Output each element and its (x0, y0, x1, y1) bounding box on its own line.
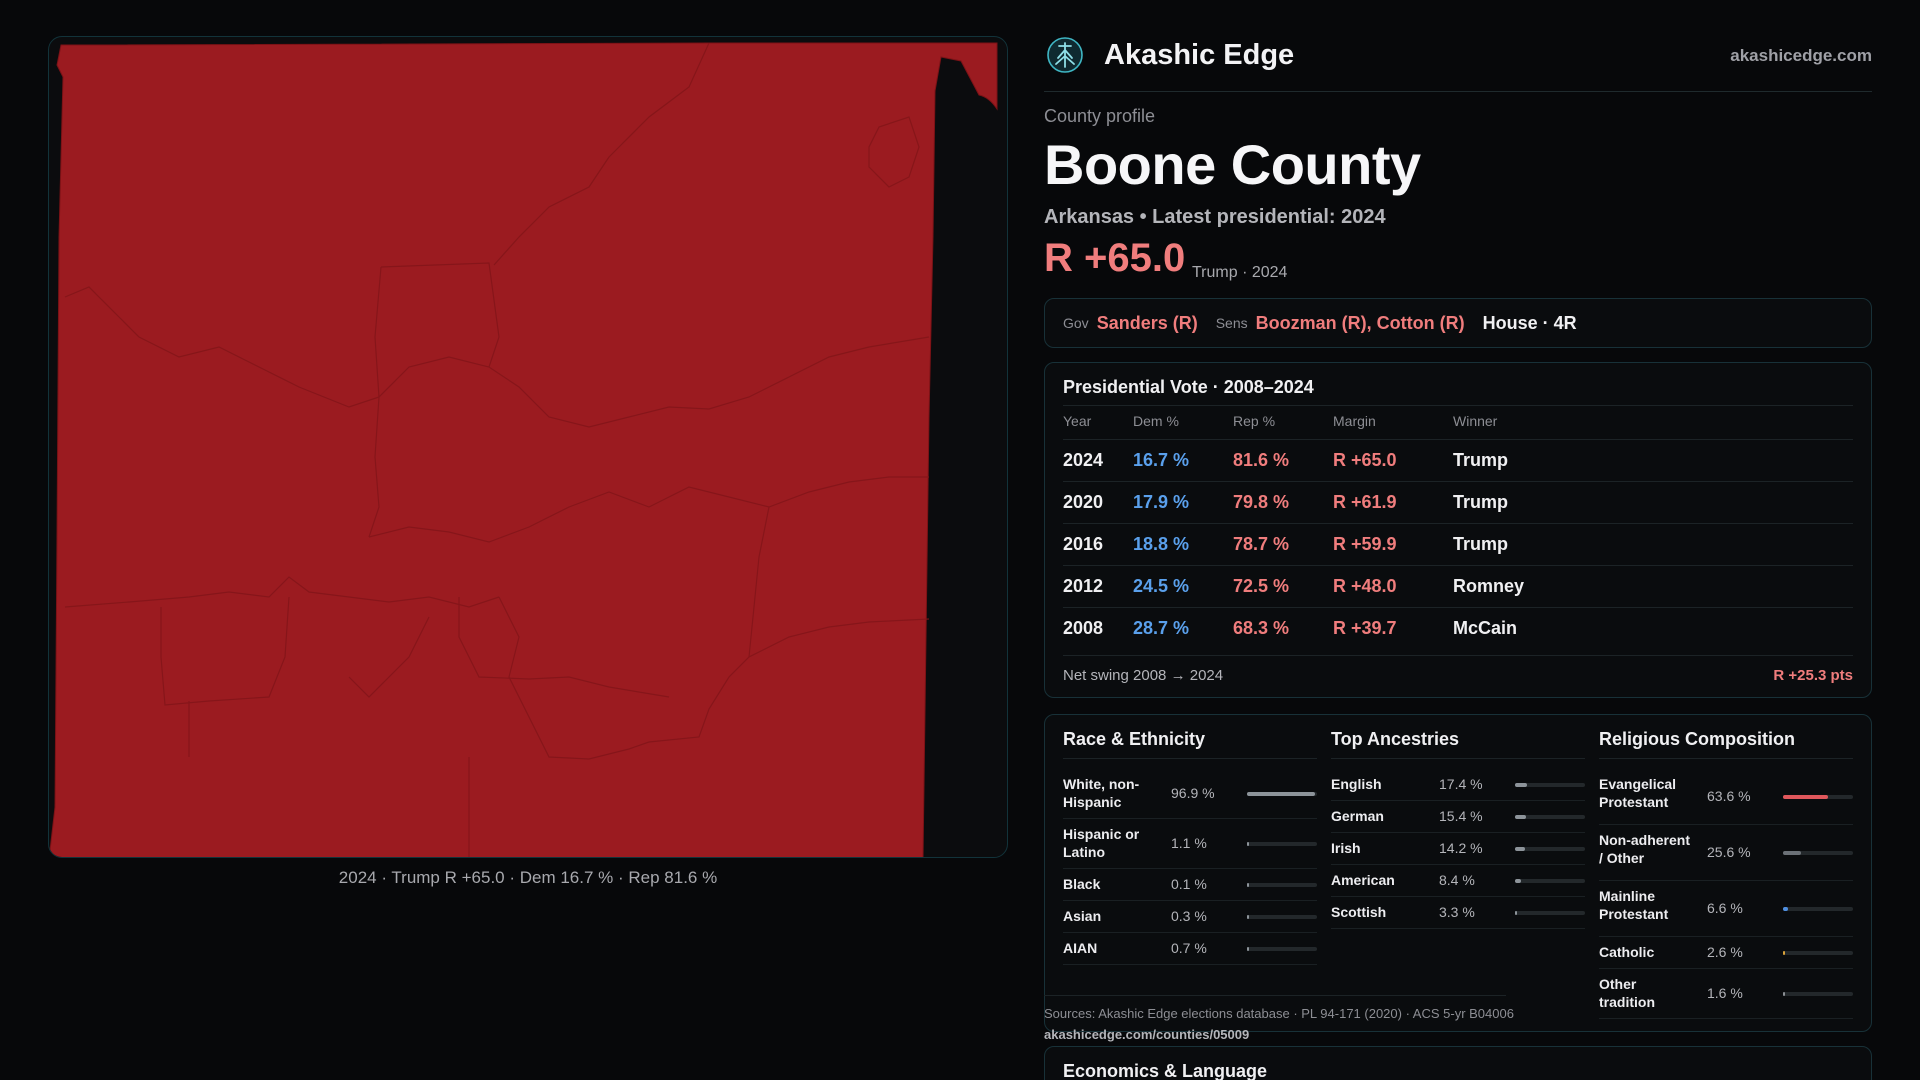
row-year: 2020 (1063, 492, 1104, 512)
demographic-label: Scottish (1331, 904, 1387, 920)
vote-card-title: Presidential Vote · 2008–2024 (1063, 377, 1314, 397)
demographic-percent: 6.6 % (1707, 900, 1743, 916)
demographic-percent: 1.1 % (1171, 835, 1207, 851)
row-winner: Trump (1453, 534, 1509, 554)
row-winner: Trump (1453, 450, 1509, 470)
demographic-label: Hispanic or Latino (1063, 826, 1140, 860)
demographic-bar-track (1247, 915, 1317, 919)
row-rep: 72.5 % (1233, 576, 1290, 596)
divider (1044, 995, 1506, 996)
economics-title: Economics & Language (1063, 1061, 1268, 1080)
demographic-bar-fill (1247, 915, 1249, 919)
demographic-row (1599, 881, 1853, 937)
row-dem: 24.5 % (1133, 576, 1190, 596)
demographic-label: Catholic (1599, 944, 1655, 960)
county-map[interactable] (48, 36, 1008, 858)
demographic-label: Other tradition (1599, 976, 1655, 1010)
table-row (1063, 607, 1853, 649)
net-swing-value: R +25.3 pts (1773, 667, 1853, 684)
demographic-bar-fill (1247, 883, 1249, 887)
demographic-percent: 15.4 % (1439, 808, 1483, 824)
row-dem: 16.7 % (1133, 450, 1190, 470)
row-dem: 18.8 % (1133, 534, 1190, 554)
demographic-percent: 2.6 % (1707, 944, 1743, 960)
demographic-percent: 63.6 % (1707, 788, 1751, 804)
row-year: 2008 (1063, 618, 1104, 638)
row-dem: 17.9 % (1133, 492, 1190, 512)
demographic-bar-track (1783, 951, 1853, 955)
row-margin: R +48.0 (1333, 576, 1397, 596)
demographic-label: Black (1063, 876, 1101, 892)
demographics-card (1044, 714, 1872, 1032)
demographic-percent: 0.3 % (1171, 908, 1207, 924)
demographic-percent: 25.6 % (1707, 844, 1751, 860)
table-row (1063, 523, 1853, 565)
demographic-percent: 8.4 % (1439, 872, 1475, 888)
county-profile-panel (1044, 0, 1872, 1080)
demographic-bar-fill (1247, 792, 1315, 796)
demographic-bar-fill (1515, 815, 1526, 819)
religion-column (1599, 729, 1853, 1019)
demographic-label: AIAN (1063, 940, 1098, 956)
race-title: Race & Ethnicity (1063, 729, 1317, 759)
demographic-bar-fill (1247, 947, 1249, 951)
row-margin: R +39.7 (1333, 618, 1397, 638)
profile-kicker: County profile (1044, 106, 1156, 126)
demographic-percent: 17.4 % (1439, 776, 1483, 792)
demographic-percent: 14.2 % (1439, 840, 1483, 856)
demographic-row (1331, 769, 1585, 801)
demographic-row (1063, 769, 1317, 819)
county-map-svg (49, 37, 1008, 858)
demographic-bar-track (1515, 847, 1585, 851)
page-title: Boone County (1044, 133, 1421, 196)
religion-title: Religious Composition (1599, 729, 1853, 759)
divider (1063, 655, 1853, 656)
demographic-percent: 96.9 % (1171, 785, 1215, 801)
governor-value: Sanders (R) (1096, 312, 1198, 333)
demographic-bar-track (1783, 992, 1853, 996)
tree-emblem-icon (1046, 36, 1084, 74)
row-rep: 78.7 % (1233, 534, 1290, 554)
demographic-row (1331, 801, 1585, 833)
sources-text: Sources: Akashic Edge elections database · PL 94-171 (2020) · ACS 5-yr B04006 (1044, 1006, 1514, 1021)
demographic-bar-fill (1515, 847, 1525, 851)
profile-subtitle: Arkansas • Latest presidential: 2024 (1044, 206, 1386, 228)
row-margin: R +61.9 (1333, 492, 1397, 512)
table-row (1063, 439, 1853, 481)
demographic-percent: 1.6 % (1707, 985, 1743, 1001)
demographic-bar-fill (1783, 951, 1785, 955)
demographic-bar-track (1247, 883, 1317, 887)
demographic-bar-fill (1515, 783, 1527, 787)
demographic-bar-fill (1783, 992, 1785, 996)
table-row (1063, 481, 1853, 523)
demographic-row (1331, 897, 1585, 929)
header-winner: Winner (1453, 413, 1498, 429)
row-dem: 28.7 % (1133, 618, 1190, 638)
demographic-row (1599, 769, 1853, 825)
row-year: 2024 (1063, 450, 1104, 470)
demographic-label: American (1331, 872, 1395, 888)
source-url-link[interactable]: akashicedge.com/counties/05009 (1044, 1027, 1250, 1042)
demographic-row (1331, 833, 1585, 865)
table-row (1063, 565, 1853, 607)
demographic-bar-track (1783, 795, 1853, 799)
row-year: 2012 (1063, 576, 1104, 596)
demographic-label: German (1331, 808, 1384, 824)
demographic-row (1331, 865, 1585, 897)
header-margin: Margin (1333, 413, 1376, 429)
row-rep: 68.3 % (1233, 618, 1290, 638)
senators-value: Boozman (R), Cotton (R) (1255, 312, 1465, 333)
demographic-row (1599, 969, 1853, 1019)
demographic-bar-track (1515, 815, 1585, 819)
latest-margin-note: Trump · 2024 (1192, 264, 1288, 281)
demographic-row (1063, 933, 1317, 965)
demographic-label: Irish (1331, 840, 1361, 856)
divider (1063, 405, 1853, 406)
demographic-row (1063, 819, 1317, 869)
house-delegation: House · 4R (1482, 312, 1577, 333)
demographic-bar-fill (1515, 879, 1521, 883)
brand-name[interactable]: Akashic Edge (1104, 39, 1295, 71)
demographic-bar-fill (1783, 795, 1828, 799)
demographic-label: English (1331, 776, 1382, 792)
ancestry-column (1331, 729, 1585, 929)
demographic-row (1063, 869, 1317, 901)
race-ethnicity-column (1063, 729, 1317, 965)
demographic-row (1063, 901, 1317, 933)
row-rep: 79.8 % (1233, 492, 1290, 512)
row-year: 2016 (1063, 534, 1104, 554)
brand-header (1044, 36, 1872, 92)
header-dem: Dem % (1133, 413, 1179, 429)
governor-label: Gov (1063, 315, 1089, 331)
latest-margin: R +65.0 (1044, 236, 1186, 280)
ancestry-title: Top Ancestries (1331, 729, 1585, 759)
demographic-bar-track (1247, 947, 1317, 951)
demographic-bar-track (1515, 783, 1585, 787)
officials-bar (1044, 298, 1872, 348)
demographic-label: Mainline Protestant (1599, 888, 1669, 922)
brand-domain-link[interactable]: akashicedge.com (1730, 46, 1872, 65)
demographic-label: Evangelical Protestant (1599, 776, 1677, 810)
demographic-bar-track (1515, 879, 1585, 883)
demographic-bar-track (1515, 911, 1585, 915)
row-winner: Trump (1453, 492, 1509, 512)
row-margin: R +59.9 (1333, 534, 1397, 554)
demographic-bar-track (1247, 842, 1317, 846)
demographic-bar-fill (1783, 907, 1788, 911)
demographic-label: White, non-Hispanic (1063, 776, 1140, 810)
demographic-bar-fill (1515, 911, 1517, 915)
row-winner: McCain (1453, 618, 1518, 638)
demographic-percent: 0.7 % (1171, 940, 1207, 956)
demographic-percent: 3.3 % (1439, 904, 1475, 920)
senators-label: Sens (1215, 315, 1248, 331)
header-year: Year (1063, 413, 1092, 429)
row-winner: Romney (1453, 576, 1525, 596)
demographic-bar-fill (1247, 842, 1249, 846)
demographic-row (1599, 825, 1853, 881)
demographic-bar-track (1783, 851, 1853, 855)
demographic-bar-track (1247, 792, 1317, 796)
county-shape[interactable] (49, 43, 997, 858)
row-rep: 81.6 % (1233, 450, 1290, 470)
presidential-vote-card (1044, 362, 1872, 698)
map-caption: 2024 · Trump R +65.0 · Dem 16.7 % · Rep 81.6 % (338, 868, 718, 887)
demographic-label: Non-adherent / Other (1599, 832, 1690, 866)
demographic-percent: 0.1 % (1171, 876, 1207, 892)
net-swing-label: Net swing 2008 → 2024 (1063, 667, 1224, 684)
demographic-bar-fill (1783, 851, 1801, 855)
economics-card (1044, 1046, 1872, 1080)
demographic-label: Asian (1063, 908, 1102, 924)
row-margin: R +65.0 (1333, 450, 1397, 470)
header-rep: Rep % (1233, 413, 1276, 429)
demographic-row (1599, 937, 1853, 969)
demographic-bar-track (1783, 907, 1853, 911)
